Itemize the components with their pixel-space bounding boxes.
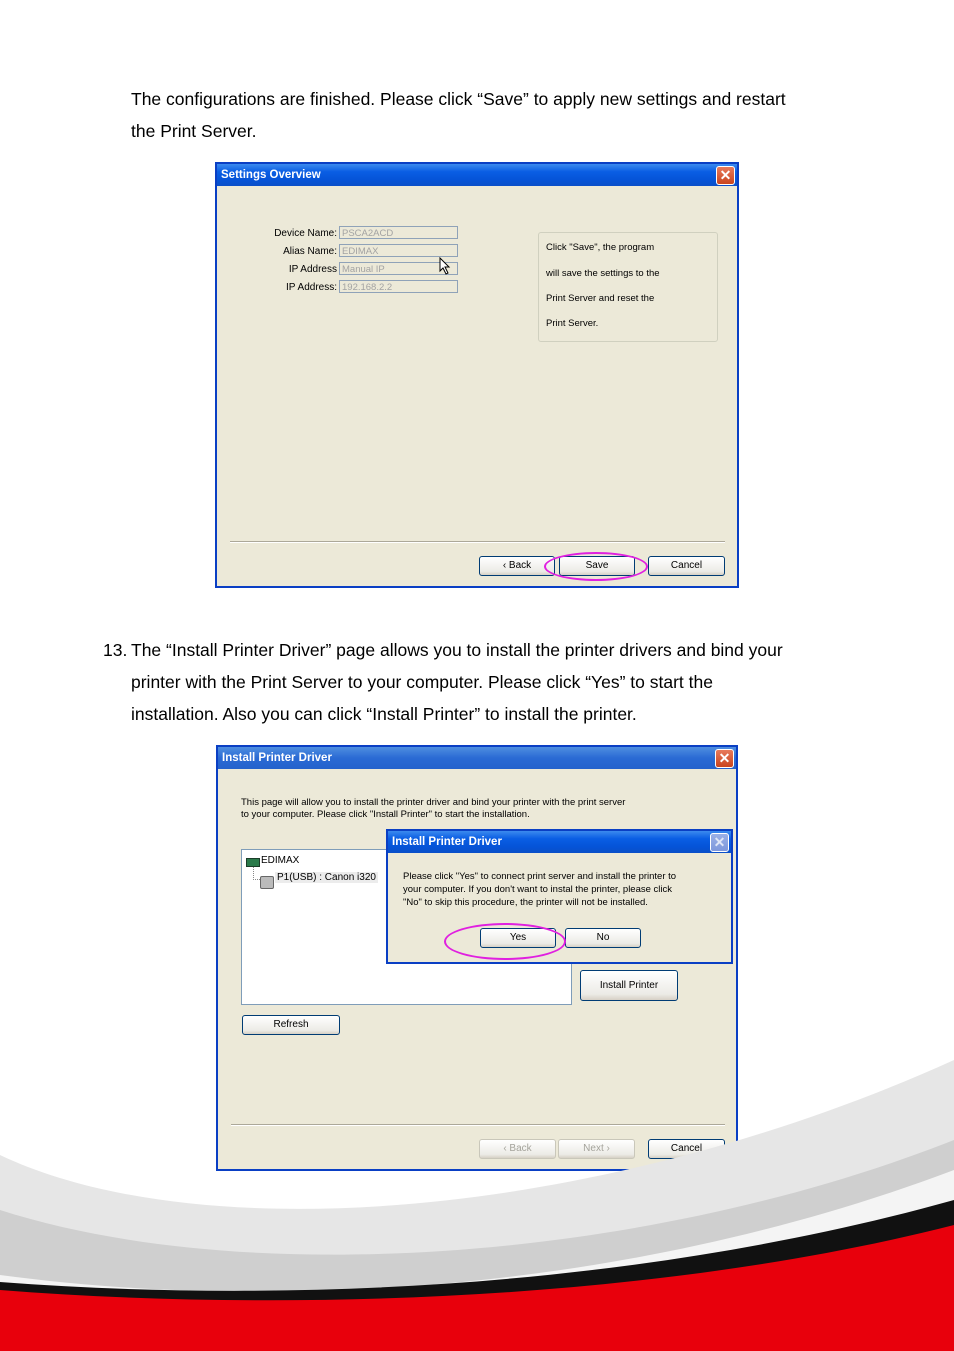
- printer-icon: [260, 876, 274, 889]
- separator: [230, 541, 725, 543]
- refresh-button[interactable]: Refresh: [242, 1015, 340, 1035]
- tree-root-label[interactable]: EDIMAX: [261, 855, 300, 866]
- step-number: 13.: [103, 640, 128, 660]
- info-line-2: will save the settings to the: [546, 268, 660, 279]
- alias-name-label: Alias Name:: [283, 246, 337, 257]
- step13-line-3: installation. Also you can click “Install Printer” to install the printer.: [131, 704, 637, 724]
- install-printer-button[interactable]: Install Printer: [580, 970, 678, 1001]
- yes-highlight-ring: [444, 923, 566, 960]
- save-button[interactable]: Save: [559, 556, 635, 576]
- step13-line-2: printer with the Print Server to your computer. Please click “Yes” to start the: [131, 672, 713, 692]
- confirm-msg-line-3: "No" to skip this procedure, the printer will not be installed.: [403, 897, 648, 908]
- install-desc-line-1: This page will allow you to install the printer driver and bind your printer with the print server: [241, 797, 626, 808]
- cancel-button[interactable]: Cancel: [648, 556, 725, 576]
- tree-child-label[interactable]: P1(USB) : Canon i320: [277, 872, 376, 883]
- ip-mode-field[interactable]: Manual IP: [339, 262, 458, 275]
- alias-name-field[interactable]: EDIMAX: [339, 244, 458, 257]
- settings-dialog-title: Settings Overview: [217, 164, 737, 186]
- confirm-dialog-title: Install Printer Driver: [388, 831, 731, 853]
- intro-line-1: The configurations are finished. Please click “Save” to apply new settings and restart: [131, 89, 786, 109]
- info-line-4: Print Server.: [546, 318, 599, 329]
- yes-button[interactable]: Yes: [480, 928, 556, 948]
- ip-mode-label: IP Address: [288, 264, 337, 275]
- info-line-1: Click "Save", the program: [546, 242, 655, 253]
- no-button[interactable]: No: [565, 928, 641, 948]
- confirm-install-dialog: [386, 829, 733, 964]
- footer-swoosh-decoration: [0, 1060, 954, 1351]
- back-button[interactable]: ‹ Back: [479, 556, 555, 576]
- info-line-3: Print Server and reset the: [546, 293, 655, 304]
- step13-line-1: The “Install Printer Driver” page allows you to install the printer drivers and bind your: [131, 640, 783, 660]
- install-desc-line-2: to your computer. Please click "Install Printer" to start the installation.: [241, 809, 530, 820]
- info-group-box: [538, 232, 718, 342]
- device-name-field[interactable]: PSCA2ACD: [339, 226, 458, 239]
- close-icon[interactable]: ✕: [716, 166, 735, 185]
- close-icon[interactable]: ✕: [715, 749, 734, 768]
- ip-address-field[interactable]: 192.168.2.2: [339, 280, 458, 293]
- ip-address-label: IP Address:: [286, 282, 337, 293]
- confirm-msg-line-2: your computer. If you don't want to instal the printer, please click: [403, 884, 673, 895]
- intro-line-2: the Print Server.: [131, 121, 257, 141]
- settings-overview-dialog: [215, 162, 739, 588]
- close-icon[interactable]: ✕: [710, 833, 729, 852]
- confirm-msg-line-1: Please click "Yes" to connect print server and install the printer to: [403, 871, 677, 882]
- mouse-pointer-icon: [439, 257, 451, 275]
- cancel-button[interactable]: Cancel: [648, 1139, 725, 1159]
- print-server-icon: [246, 858, 260, 867]
- device-name-label: Device Name:: [274, 228, 337, 239]
- next-button[interactable]: Next ›: [558, 1139, 635, 1159]
- install-dialog-title: Install Printer Driver: [218, 747, 736, 769]
- back-button[interactable]: ‹ Back: [479, 1139, 556, 1159]
- save-highlight-ring: [544, 552, 648, 581]
